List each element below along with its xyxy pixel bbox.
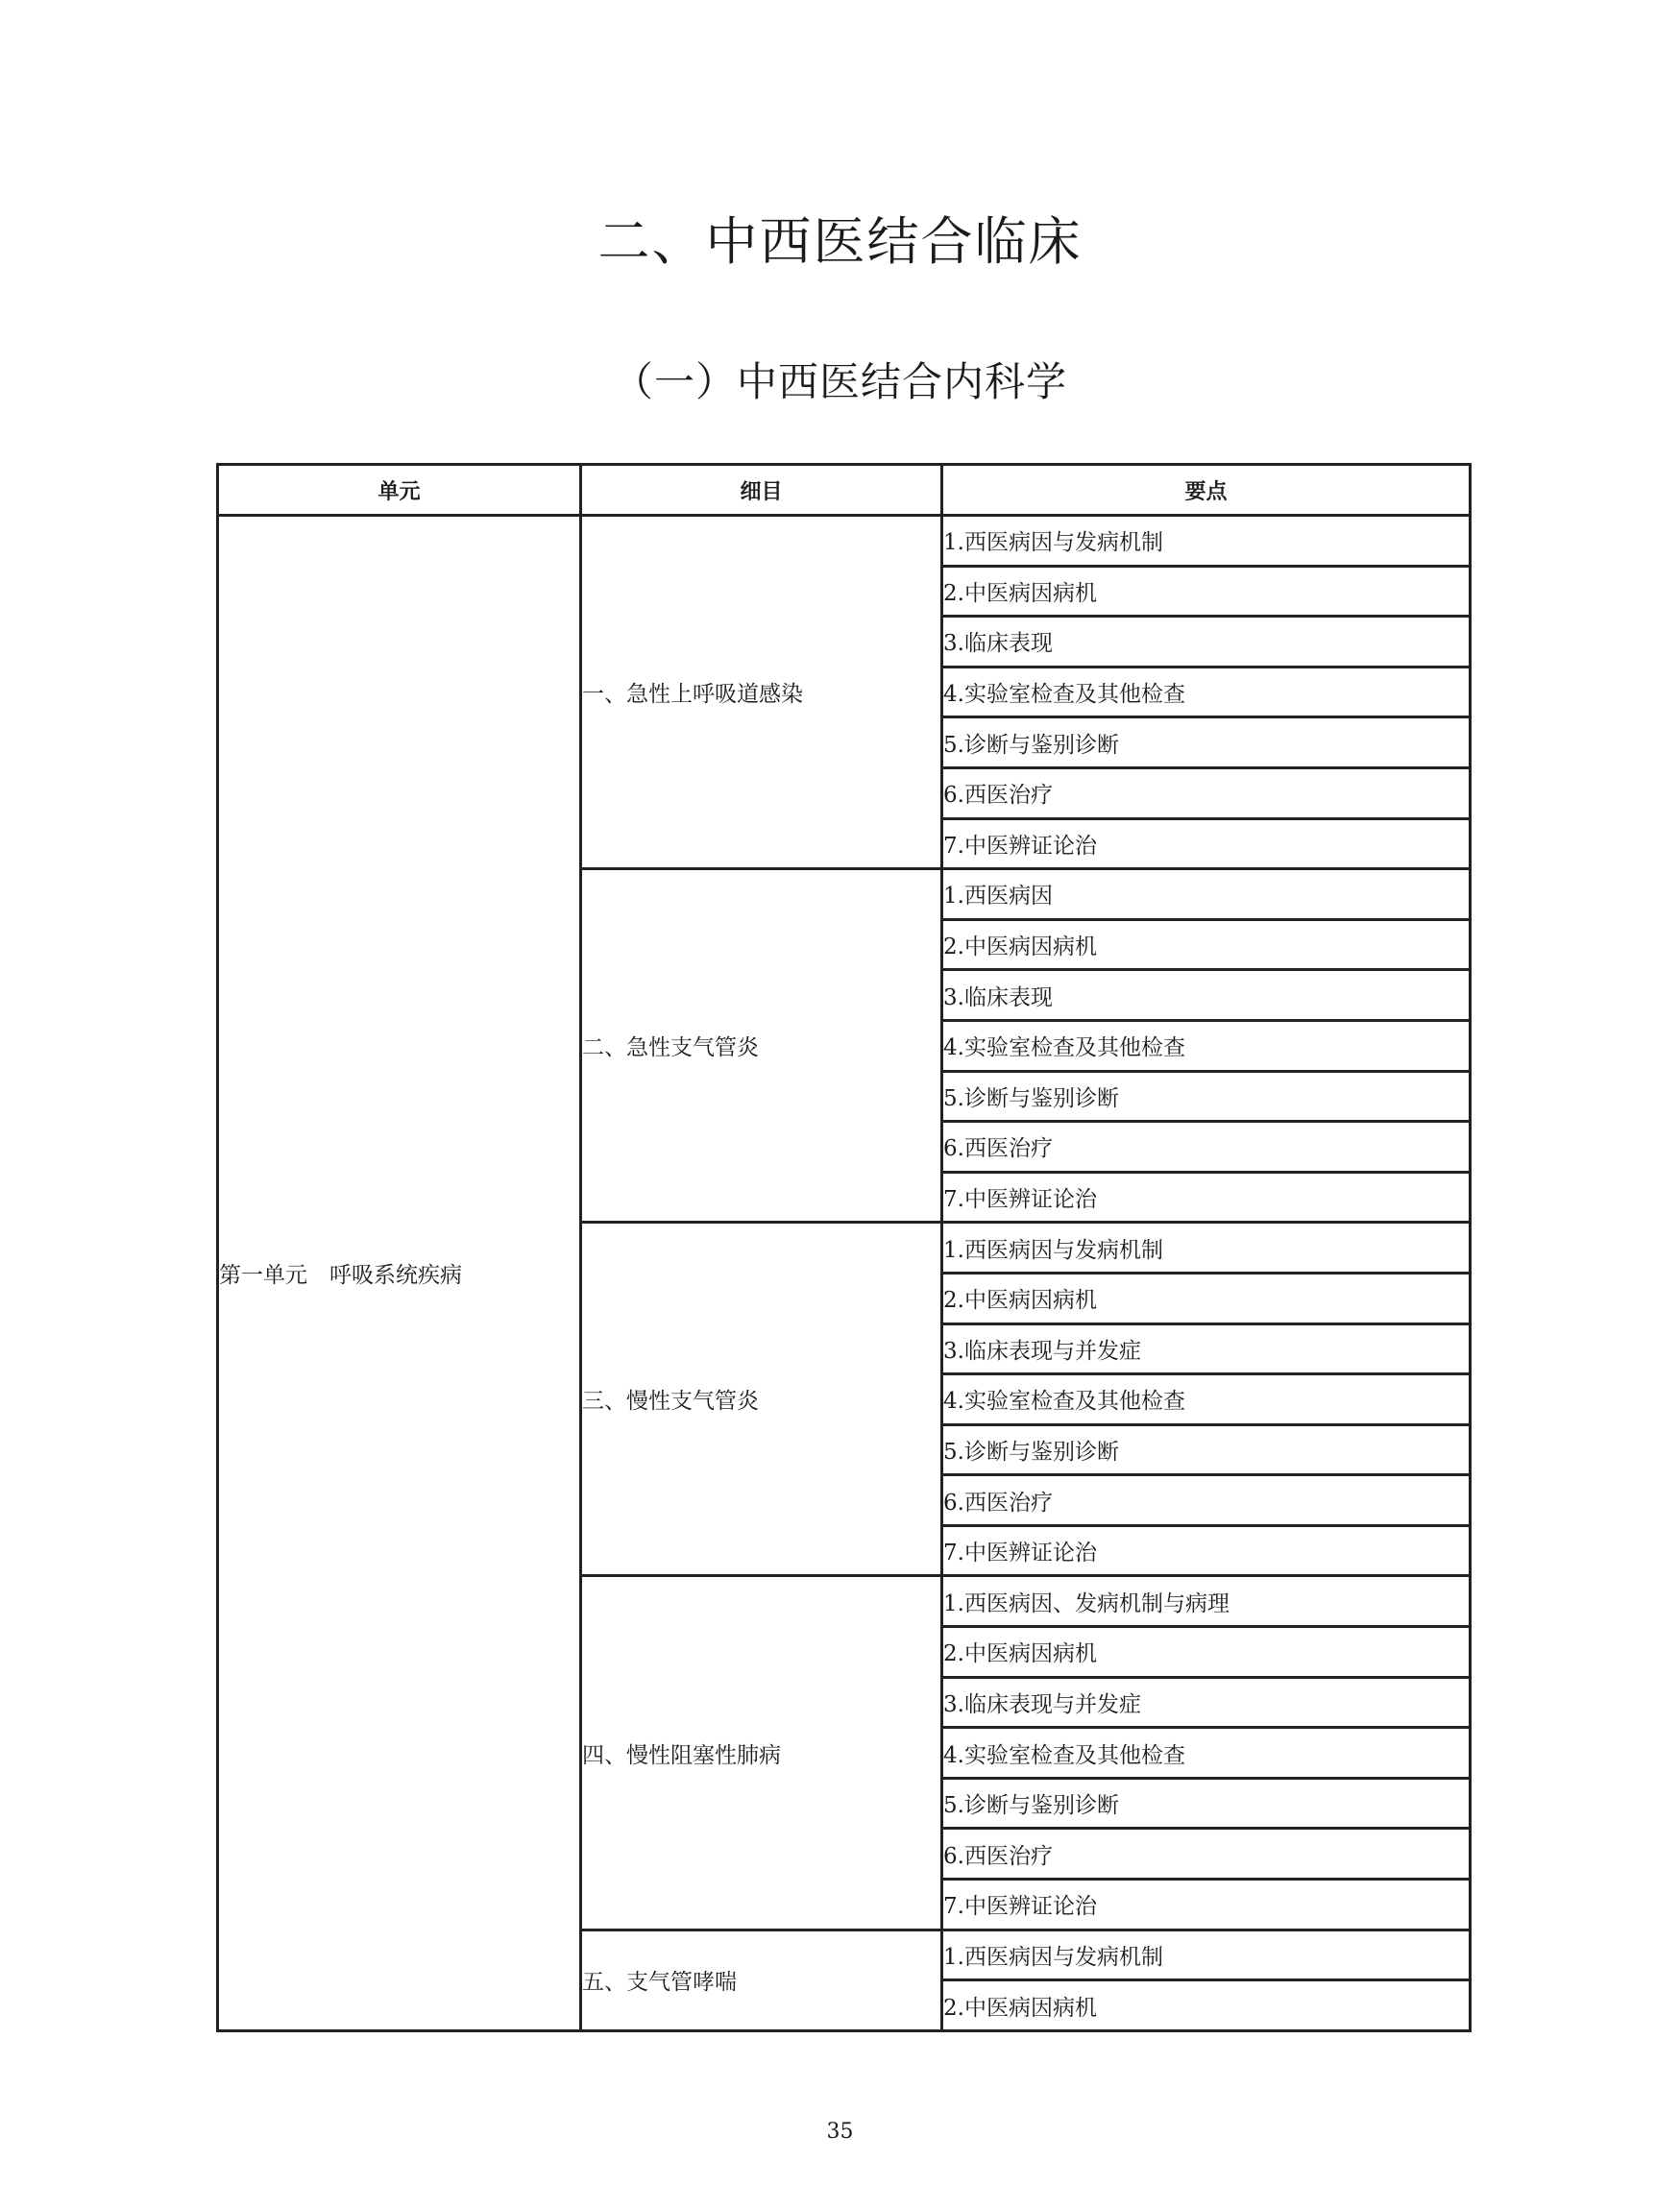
point-cell: 5.诊断与鉴别诊断	[942, 1778, 1471, 1829]
point-cell: 4.实验室检查及其他检查	[942, 1374, 1471, 1425]
point-cell: 1.西医病因与发病机制	[942, 1930, 1471, 1980]
point-cell: 7.中医辨证论治	[942, 1172, 1471, 1223]
point-cell: 4.实验室检查及其他检查	[942, 667, 1471, 717]
point-cell: 3.临床表现与并发症	[942, 1677, 1471, 1728]
unit-cell: 第一单元 呼吸系统疾病	[218, 516, 581, 2031]
point-cell: 7.中医辨证论治	[942, 1525, 1471, 1576]
point-cell: 3.临床表现	[942, 970, 1471, 1021]
point-cell: 5.诊断与鉴别诊断	[942, 717, 1471, 768]
column-header-unit: 单元	[218, 465, 581, 516]
table-body	[218, 516, 1471, 2031]
point-cell: 1.西医病因与发病机制	[942, 516, 1471, 567]
point-cell: 7.中医辨证论治	[942, 1880, 1471, 1930]
point-cell: 4.实验室检查及其他检查	[942, 1020, 1471, 1071]
point-cell: 2.中医病因病机	[942, 919, 1471, 970]
column-header-points: 要点	[942, 465, 1471, 516]
point-cell: 6.西医治疗	[942, 1829, 1471, 1880]
point-cell: 5.诊断与鉴别诊断	[942, 1071, 1471, 1122]
item-cell: 三、慢性支气管炎	[581, 1223, 942, 1576]
page-number: 35	[826, 2120, 854, 2144]
item-cell: 四、慢性阻塞性肺病	[581, 1576, 942, 1930]
page-title: 二、中西医结合临床	[597, 211, 1083, 272]
point-cell: 3.临床表现	[942, 617, 1471, 668]
point-cell: 6.西医治疗	[942, 767, 1471, 818]
point-cell: 6.西医治疗	[942, 1122, 1471, 1173]
table-row	[218, 516, 1471, 567]
point-cell: 7.中医辨证论治	[942, 818, 1471, 869]
section-subtitle: （一）中西医结合内科学	[612, 358, 1067, 405]
point-cell: 6.西医治疗	[942, 1475, 1471, 1526]
column-header-item: 细目	[581, 465, 942, 516]
table-header-row	[218, 465, 1471, 516]
point-cell: 5.诊断与鉴别诊断	[942, 1424, 1471, 1475]
point-cell: 1.西医病因、发病机制与病理	[942, 1576, 1471, 1627]
point-cell: 4.实验室检查及其他检查	[942, 1728, 1471, 1779]
point-cell: 2.中医病因病机	[942, 1980, 1471, 2031]
point-cell: 2.中医病因病机	[942, 1627, 1471, 1678]
syllabus-table	[216, 463, 1472, 2032]
point-cell: 2.中医病因病机	[942, 566, 1471, 617]
item-cell: 五、支气管哮喘	[581, 1930, 942, 2030]
item-cell: 一、急性上呼吸道感染	[581, 516, 942, 869]
item-cell: 二、急性支气管炎	[581, 869, 942, 1223]
point-cell: 1.西医病因与发病机制	[942, 1223, 1471, 1274]
point-cell: 1.西医病因	[942, 869, 1471, 920]
point-cell: 2.中医病因病机	[942, 1273, 1471, 1323]
point-cell: 3.临床表现与并发症	[942, 1323, 1471, 1374]
